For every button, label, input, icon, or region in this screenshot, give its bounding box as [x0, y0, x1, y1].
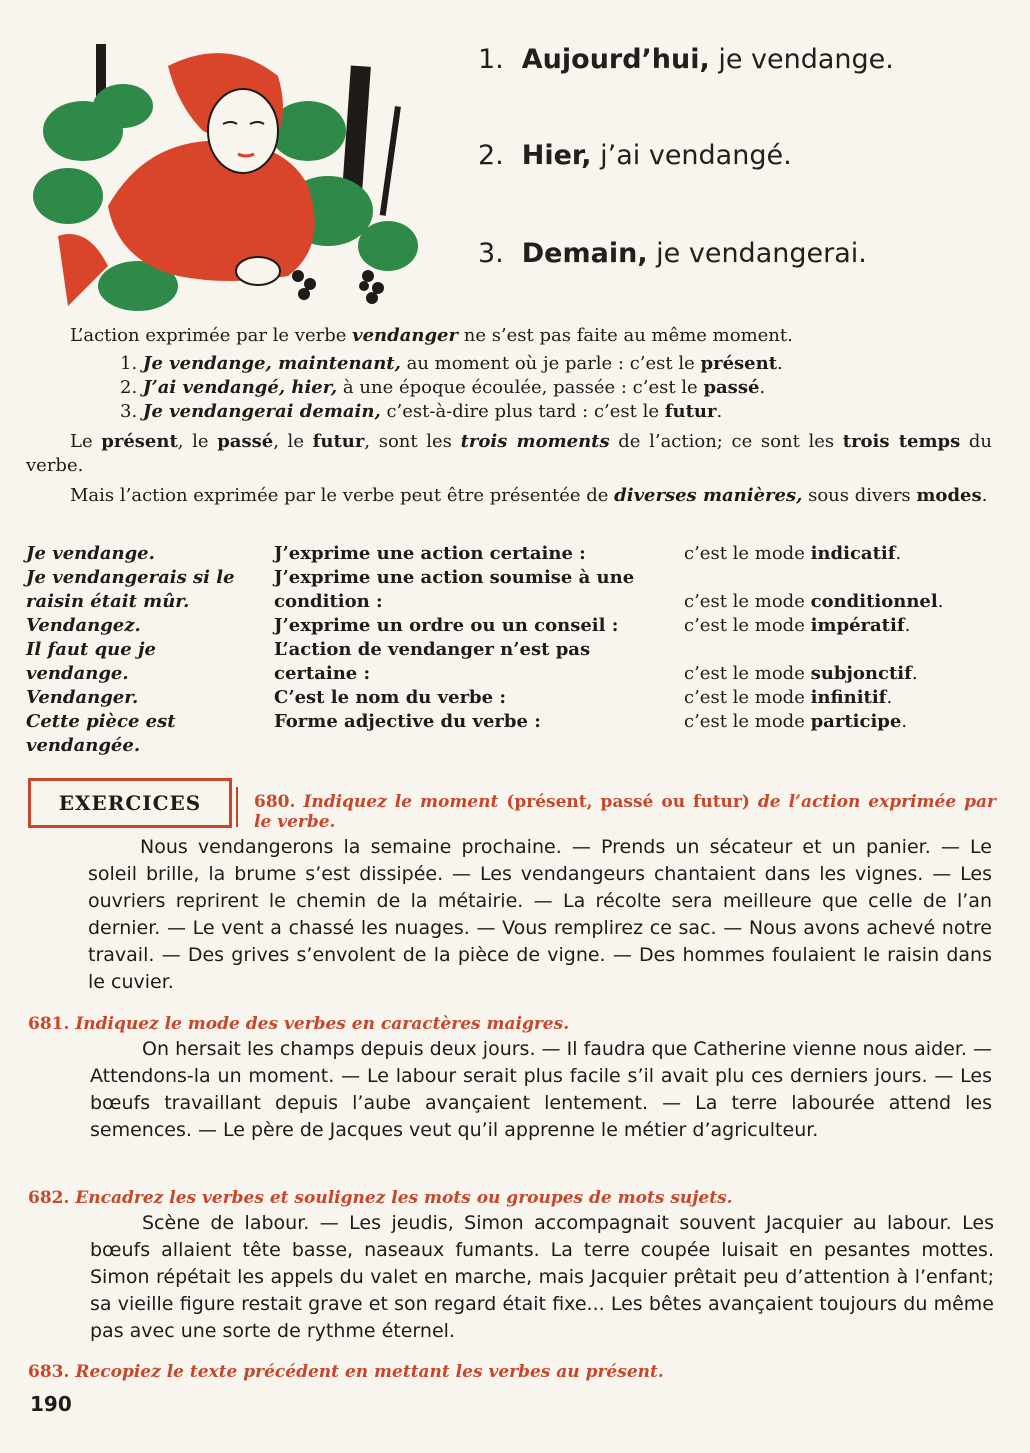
intro-sentence: L’action exprimée par le verbe vendanger ne s’est pas faite au même moment. — [70, 325, 793, 346]
mode-example: Je vendangerais si le raisin était mûr. — [26, 567, 235, 612]
exercise-682-title: 682. Encadrez les verbes et soulignez les mots ou groupes de mots sujets. — [28, 1188, 733, 1208]
tense-item-future: 3. Je vendangerai demain, c’est-à-dire plus tard : c’est le futur. — [120, 401, 723, 422]
exercise-682-text: Scène de labour. — Les jeudis, Simon accompagnait souvent Jacquier au labour. Les bœufs allaient tête basse, naseaux fumants. La terre coupée luisait en pesantes mottes. Simon répétait les appels du valet en marche, mais Jacquier prêtait peu d’attention à l’enfant; sa vieille figure restait grave et son regard était fixe... Les bêtes avançaient toujours du même pas avec une sorte de rythme éternel. — [90, 1212, 994, 1342]
grape-harvester-illustration — [28, 36, 428, 326]
tense-item-past: 2. J’ai vendangé, hier, à une époque écoulée, passée : c’est le passé. — [120, 377, 766, 398]
exercise-681-title: 681. Indiquez le mode des verbes en caractères maigres. — [28, 1014, 570, 1034]
exercise-680-title: 680. Indiquez le moment (présent, passé ou futur) de l’action exprimée par le verbe. — [254, 792, 997, 832]
exercises-divider — [236, 787, 238, 827]
mode-example: Vendanger. — [26, 687, 139, 708]
mode-description: J’exprime un ordre ou un conseil : — [274, 615, 619, 636]
mode-name: c’est le mode conditionnel. — [684, 591, 944, 612]
mode-name: c’est le mode subjonctif. — [684, 663, 918, 684]
mode-example: Vendangez. — [26, 615, 141, 636]
headline-today: 1. Aujourd’hui, je vendange. — [478, 44, 894, 75]
headline-tomorrow: 3. Demain, je vendangerai. — [478, 238, 867, 269]
exercise-680-text: Nous vendangerons la semaine prochaine. — Prends un sécateur et un panier. — Le soleil brille, la brume s’est dissipée. — Les vendangeurs chantaient dans les vignes. — Les ouvriers reprirent le chemin de la métairie. — La récolte sera meilleure que celle de l’an dernier. — Le vent a chassé les nuages. — Vous remplirez ce sac. — Nous avons achevé notre travail. — Des grives s’envolent de la pièce de vigne. — Des hommes foulaient le raisin dans le cuvier. — [88, 836, 992, 993]
exercise-683-title: 683. Recopiez le texte précédent en mettant les verbes au présent. — [28, 1362, 664, 1382]
mode-example: Cette pièce est vendangée. — [26, 711, 176, 756]
mode-description: C’est le nom du verbe : — [274, 687, 507, 708]
mode-example: Je vendange. — [26, 543, 155, 564]
mode-name: c’est le mode participe. — [684, 711, 908, 732]
exercise-681-text: On hersait les champs depuis deux jours. — Il faudra que Catherine vienne nous aider. — Attendons-la un moment. — Le labour serait plus facile s’il avait plu ces derniers jours. — Les bœufs travaillant depuis l’aube avançaient lentement. — La terre labourée attend les semences. — Le père de Jacques veut qu’il apprenne le métier d’agriculteur. — [90, 1038, 992, 1141]
exercises-label: EXERCICES — [28, 778, 232, 828]
page-number: 190 — [30, 1392, 72, 1416]
mode-description: Forme adjective du verbe : — [274, 711, 541, 732]
mode-description: J’exprime une action soumise à une condition : — [274, 567, 635, 612]
mode-example: Il faut que je vendange. — [26, 639, 156, 684]
headline-yesterday: 2. Hier, j’ai vendangé. — [478, 140, 792, 171]
mode-description: L’action de vendanger n’est pas certaine : — [274, 639, 591, 684]
mode-name: c’est le mode indicatif. — [684, 543, 902, 564]
mode-name: c’est le mode impératif. — [684, 615, 911, 636]
paragraph-tenses: Le présent, le passé, le futur, sont les trois moments de l’action; ce sont les trois temps du verbe. — [26, 431, 993, 476]
mode-name: c’est le mode infinitif. — [684, 687, 893, 708]
paragraph-modes: Mais l’action exprimée par le verbe peut être présentée de diverses manières, sous divers modes. — [70, 485, 988, 506]
mode-description: J’exprime une action certaine : — [274, 543, 586, 564]
tense-item-present: 1. Je vendange, maintenant, au moment où je parle : c’est le présent. — [120, 353, 783, 374]
